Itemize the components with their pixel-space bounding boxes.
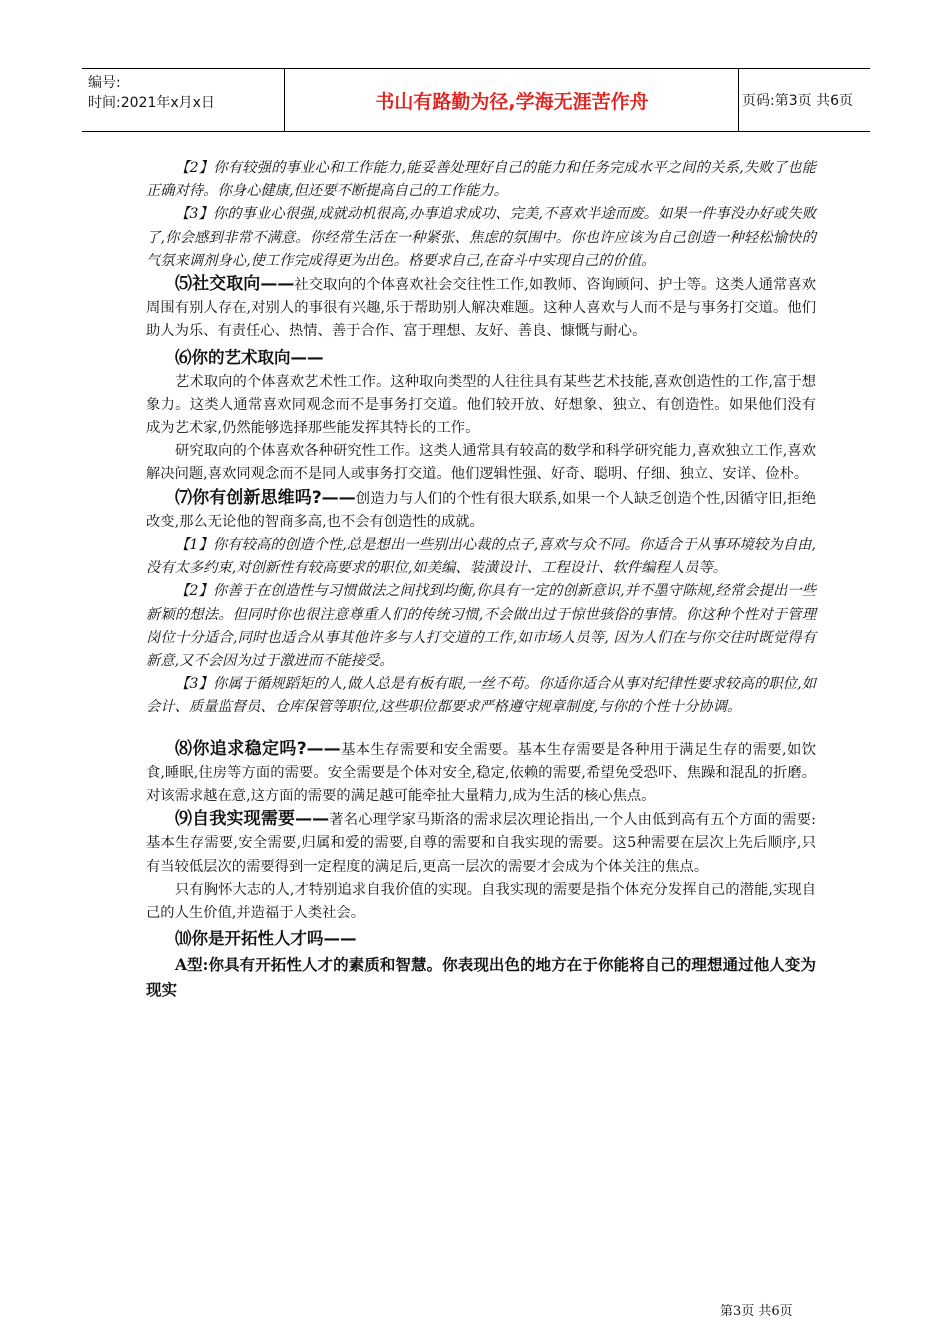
section-heading: ⑹你的艺术取向—— xyxy=(175,347,324,367)
paragraph: 【3】你的事业心很强,成就动机很高,办事追求成功、完美,不喜欢半途而废。如果一件事没办好或失败了,你会感到非常不满意。你经常生活在一种紧张、焦虑的氛围中。你也许应该为自己创造一种轻松愉快的气氛来调剂身心,使工作完成得更为出色。格要求自己,在奋斗中实现自己的价值。 xyxy=(146,206,816,269)
paragraph: 艺术取向的个体喜欢艺术性工作。这种取向类型的人往往具有某些艺术技能,喜欢创造性的工作,富于想象力。这类人通常喜欢同观念而不是事务打交道。他们较开放、好想象、独立、有创造性。如果他们没有成为艺术家,仍然能够选择那些能发挥其特长的工作。 xyxy=(146,373,816,437)
section-heading: ⑺你有创新思维吗?—— xyxy=(175,487,356,508)
header-divider xyxy=(284,69,285,131)
section-heading: ⑽你是开拓性人才吗—— xyxy=(175,929,357,949)
paragraph-text: 著名心理学家马斯洛的需求层次理论指出,一个人由低到高有五个方面的需要:基本生存需要,安全需要,归属和爱的需要,自尊的需要和自我实现的需要。这5种需要在层次上先后顺序,只有当较低层次的需要得到一定程度的满足后,更高一层次的需要才会成为个体关注的焦点。 xyxy=(146,812,816,875)
section-heading: ⑼自我实现需要—— xyxy=(175,809,330,830)
paragraph xyxy=(146,738,816,809)
paragraph xyxy=(146,273,816,344)
paragraph: 【2】你有较强的事业心和工作能力,能妥善处理好自己的能力和任务完成水平之间的关系,失败了也能正确对待。你身心健康,但还要不断提高自己的工作能力。 xyxy=(146,160,816,200)
paragraph-text: 社交取向的个体喜欢社会交往性工作,如教师、咨询顾问、护士等。这类人通常喜欢周围有别人存在,对别人的事很有兴趣,乐于帮助别人解决难题。这种人喜欢与人而不是与事务打交道。他们助人为乐、有责任心、热情、善于合作、富于理想、友好、善良、慷慨与耐心。 xyxy=(146,277,817,340)
paragraph: 【1】你有较高的创造个性,总是想出一些别出心裁的点子,喜欢与众不同。你适合于从事环境较为自由,没有太多约束,对创新性有较高要求的职位,如美编、装潢设计、工程设计、软件编程人员等。 xyxy=(146,537,816,577)
paragraph-text: 基本生存需要和安全需要。基本生存需要是各种用于满足生存的需要,如饮食,睡眠,住房等方面的需要。安全需要是个体对安全,稳定,依赖的需要,希望免受恐吓、焦躁和混乱的折磨。对该需求越在意,这方面的需要的满足越可能牵扯大量精力,成为生活的核心焦点。 xyxy=(146,741,816,805)
paragraph: 研究取向的个体喜欢各种研究性工作。这类人通常具有较高的数学和科学研究能力,喜欢独立工作,喜欢解决问题,喜欢同观念而不是同人或事务打交道。他们逻辑性强、好奇、聪明、仔细、独立、安详、俭朴。 xyxy=(146,443,816,483)
time-label: 时间:2021年x月x日 xyxy=(88,95,215,111)
header-page-label: 页码:第3页 共6页 xyxy=(742,93,853,109)
paragraph-text: 创造力与人们的个性有很大联系,如果一个人缺乏创造个性,因循守旧,拒绝改变,那么无论他的智商多高,也不会有创造性的成就。 xyxy=(146,490,816,530)
paragraph: 【2】你善于在创造性与习惯做法之间找到均衡,你具有一定的创新意识,并不墨守陈规,经常会提出一些新颖的想法。但同时你也很注意尊重人们的传统习惯,不会做出过于惊世骇俗的事情。你这种个性对于管理岗位十分适合,同时也适合从事其他许多与人打交道的工作,如市场人员等, 因为人们在与你交往时既觉得有新意,又不会因为过于激进而不能接受。 xyxy=(146,583,816,670)
document-body xyxy=(146,157,816,1002)
section-heading: ⑻你追求稳定吗?—— xyxy=(175,738,341,759)
paragraph: A型:你具有开拓性人才的素质和智慧。你表现出色的地方在于你能将自己的理想通过他人变为现实 xyxy=(146,955,816,1000)
page-header xyxy=(82,68,870,132)
paragraph xyxy=(146,487,816,534)
page-footer: 第3页 共6页 xyxy=(720,1304,793,1319)
paragraph xyxy=(146,808,816,879)
header-meta xyxy=(88,73,286,127)
paragraph: 【3】你属于循规蹈矩的人,做人总是有板有眼,一丝不苟。你适你适合从事对纪律性要求较高的职位,如会计、质量监督员、仓库保管等职位,这些职位都要求严格遵守规章制度,与你的个性十分协调。 xyxy=(146,676,816,716)
header-divider xyxy=(738,69,739,131)
section-heading: ⑸社交取向—— xyxy=(175,274,295,295)
spacer xyxy=(146,720,816,738)
number-label: 编号: xyxy=(88,75,121,91)
header-motto: 书山有路勤为径,学海无涯苦作舟 xyxy=(375,90,649,113)
paragraph: 只有胸怀大志的人,才特别追求自我价值的实现。自我实现的需要是指个体充分发挥自己的潜能,实现自己的人生价值,并造福于人类社会。 xyxy=(146,881,816,922)
